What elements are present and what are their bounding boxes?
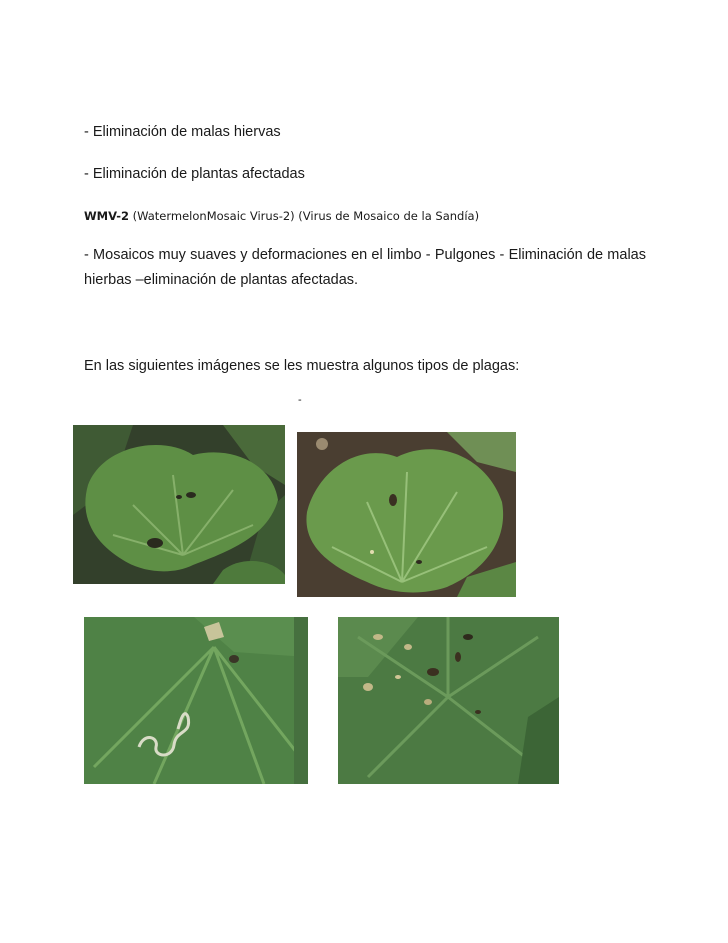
virus-description: (WatermelonMosaic Virus-2) (Virus de Mosaico de la Sandía) [132,209,480,223]
leaf-photo-3 [84,617,308,784]
bullet-plant-removal: - Eliminación de plantas afectadas [84,166,305,182]
leaf-photo-2 [297,432,516,597]
virus-heading [84,209,479,223]
leaf-photo-4 [338,617,559,784]
intro-text: En las siguientes imágenes se les muestra algunos tipos de plagas: [84,358,520,374]
separator-dash: - [298,394,302,406]
virus-code: WMV-2 [84,209,129,223]
leaf-photo-1 [73,425,285,584]
bullet-weed-removal: - Eliminación de malas hiervas [84,124,281,140]
virus-paragraph: - Mosaicos muy suaves y deformaciones en el limbo - Pulgones - Eliminación de malas hierbas –eliminación de plantas afectadas. [84,247,646,288]
